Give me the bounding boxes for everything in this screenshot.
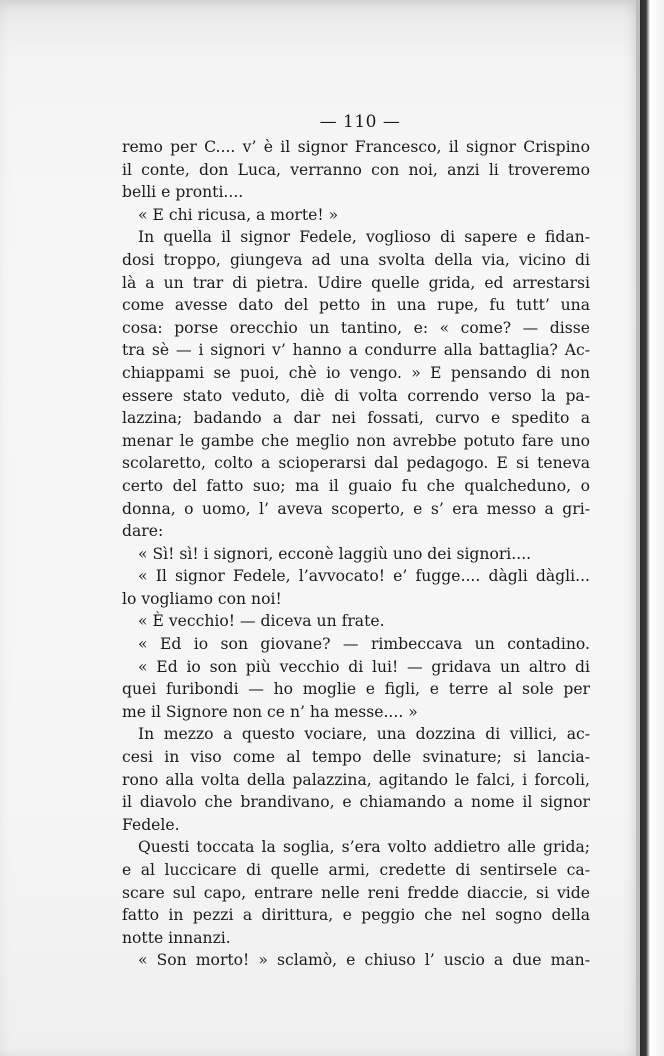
text-line: « Ed io son più vecchio di lui! — gridava un altro di [138,657,590,676]
page-text-body [122,136,590,972]
text-line: e al luccicare di quelle armi, credette di sentirsele ca- [122,861,590,879]
text-line: menar le gambe che meglio non avrebbe potuto fare uno [122,431,590,450]
text-line: essere stato veduto, diè di volta correndo verso la pa- [122,386,590,405]
text-line: Fedele. [122,815,180,834]
text-line: In quella il signor Fedele, voglioso di sapere e fidan- [138,228,590,247]
text-line: scolaretto, colto a scioperarsi dal pedagogo. E si teneva [122,454,590,473]
text-line: me il Signore non ce n’ ha messe.... » [122,702,418,721]
text-line: « Sì! sì! i signori, ecconè laggiù uno dei signori.... [138,544,532,563]
text-line: dare: [122,522,164,541]
text-line: In mezzo a questo vociare, una dozzina di villici, ac- [138,725,590,744]
text-line: Questi toccata la soglia, s’era volto addietro alle grida; [138,838,590,857]
text-line: dosi troppo, giungeva ad una svolta della via, vicino di [122,250,590,269]
text-line: « Ed io son giovane? — rimbeccava un contadino. [138,635,590,654]
text-line: « Son morto! » sclamò, e chiuso l’ uscio a due man- [138,951,590,970]
next-page-strip [640,0,664,1056]
text-line: fatto in pezzi a dirittura, e peggio che nel sogno della [122,906,590,925]
text-line: chiappami se puoi, chè io vengo. » E pensando di non [122,363,590,382]
text-line: notte innanzi. [122,928,231,947]
text-line: certo del fatto suo; ma il guaio fu che qualcheduno, o [122,476,590,495]
page-number: — 110 — [319,112,401,132]
text-line: remo per C.... v’ è il signor Francesco, il signor Crispino [122,138,590,156]
text-line: come avesse dato del petto in una rupe, fu tutt’ una [122,296,590,315]
text-line: belli e pronti.... [122,183,244,202]
text-line: tra sè — i signori v’ hanno a condurre alla battaglia? Ac- [122,341,590,360]
text-line: il diavolo che brandivano, e chiamando a nome il signor [122,793,590,812]
text-line: là a un trar di pietra. Udire quelle grida, ed arrestarsi [122,273,590,292]
text-line: « Il signor Fedele, l’avvocato! e’ fugge.... dàgli dàgli... [138,567,590,586]
text-line: cesi in viso come al tempo delle svinature; si lancia- [122,748,590,767]
text-line: rono alla volta della palazzina, agitando le falci, i forcoli, [122,770,590,789]
text-line: donna, o uomo, l’ aveva scoperto, e s’ era messo a gri- [122,499,590,518]
text-line: cosa: porse orecchio un tantino, e: « come? — disse [122,318,590,337]
text-line: « È vecchio! — diceva un frate. [138,612,385,631]
text-line: scare sul capo, entrare nelle reni fredde diaccie, si vide [122,883,590,902]
text-line: quei furibondi — ho moglie e figli, e terre al sole per [122,680,590,699]
text-line: il conte, don Luca, verranno con noi, anzi li troveremo [122,160,590,179]
text-line: lazzina; badando a dar nei fossati, curvo e spedito a [122,409,590,428]
text-line: lo vogliamo con noi! [122,589,282,608]
text-line: « E chi ricusa, a morte! » [138,205,339,224]
